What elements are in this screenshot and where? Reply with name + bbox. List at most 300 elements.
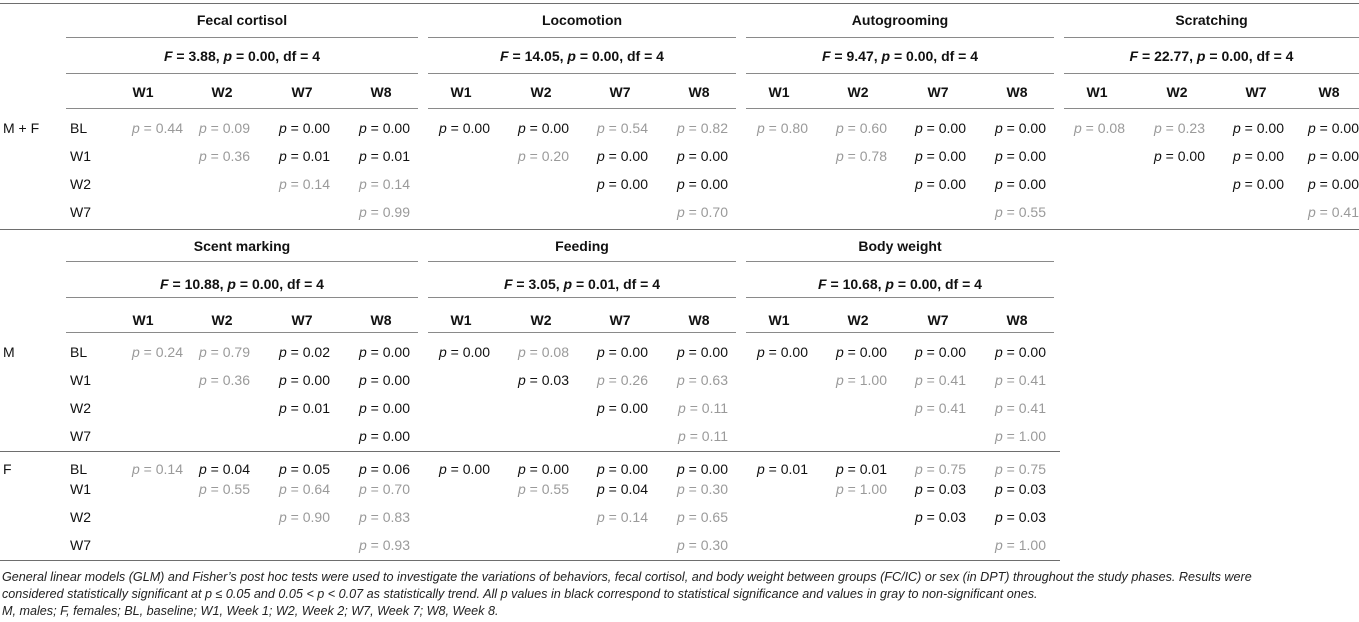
- p-value-significant: p = 0.00: [914, 344, 966, 360]
- p-value-number: 0.00: [462, 344, 490, 360]
- p-value-nonsignificant: p = 0.11: [678, 400, 728, 416]
- column-header-rule: [428, 332, 736, 333]
- group-label-m: M: [3, 344, 15, 360]
- p-value-number: 0.01: [302, 400, 330, 416]
- p-value-number: 0.23: [1177, 120, 1205, 136]
- p-value-nonsignificant: p = 0.41: [994, 400, 1046, 416]
- column-header-rule: [746, 332, 1054, 333]
- footnote-line-3: M, males; F, females; BL, baseline; W1, Week 1; W2, Week 2; W7, Week 7; W8, Week 8.: [2, 604, 499, 618]
- column-header: W8: [370, 312, 392, 328]
- p-value-number: 0.55: [1018, 204, 1046, 220]
- p-value-nonsignificant: p = 0.41: [914, 400, 966, 416]
- f-value: 9.47: [846, 48, 874, 64]
- p-value-nonsignificant: p = 0.23: [1153, 120, 1205, 136]
- df-value: 4: [312, 48, 321, 64]
- p-value-number: 0.54: [620, 120, 648, 136]
- block-title: Body weight: [858, 238, 942, 254]
- p-value-number: 0.00: [382, 400, 410, 416]
- p-value-significant: p = 0.01: [835, 461, 887, 477]
- p-value-number: 1.00: [859, 372, 887, 388]
- p-value-number: 0.41: [1331, 204, 1359, 220]
- p-value-number: 0.02: [302, 344, 330, 360]
- p-value-number: 0.65: [700, 509, 728, 525]
- p-value-number: 0.14: [302, 176, 330, 192]
- p-value-number: 0.03: [1018, 481, 1046, 497]
- p-value-significant: p = 0.00: [517, 120, 569, 136]
- p-value-number: 0.00: [620, 176, 648, 192]
- p-value-significant: p = 0.00: [676, 344, 728, 360]
- p-value-nonsignificant: p = 1.00: [994, 428, 1046, 444]
- p-value-number: 0.14: [155, 461, 183, 477]
- p-value-number: 0.04: [222, 461, 250, 477]
- p-value-nonsignificant: p = 0.20: [517, 148, 569, 164]
- block-title: Fecal cortisol: [196, 12, 288, 28]
- p-value-significant: p = 0.00: [278, 372, 330, 388]
- p-value-significant: p = 0.00: [596, 461, 648, 477]
- p-value-number: 0.06: [382, 461, 410, 477]
- p-value-nonsignificant: p = 0.99: [358, 204, 410, 220]
- p-value-number: 0.03: [938, 509, 966, 525]
- p-value-significant: p = 0.00: [358, 428, 410, 444]
- p-value-nonsignificant: p = 0.26: [596, 372, 648, 388]
- p-value-number: 0.09: [222, 120, 250, 136]
- df-value: 4: [974, 276, 982, 292]
- p-value-number: 0.04: [620, 481, 648, 497]
- p-value-significant: p = 0.00: [1232, 176, 1284, 192]
- row-label: W1: [70, 481, 91, 497]
- column-header: W7: [927, 84, 949, 100]
- column-header: W2: [530, 84, 552, 100]
- p-value-number: 0.75: [1018, 461, 1046, 477]
- df-value: 4: [970, 48, 979, 64]
- p-value-significant: p = 0.00: [358, 372, 410, 388]
- section1-bottom-rule: [0, 229, 1359, 230]
- block-statistics: F = 3.88, p = 0.00, df = 4: [163, 48, 321, 64]
- p-value-number: 0.00: [938, 148, 966, 164]
- row-label: W1: [70, 372, 91, 388]
- p-value-significant: p = 0.03: [914, 481, 966, 497]
- p-value-number: 0.05: [302, 461, 330, 477]
- p-value-significant: p = 0.03: [994, 509, 1046, 525]
- p-value-number: 0.41: [938, 372, 966, 388]
- p-value-significant: p = 0.01: [278, 400, 330, 416]
- p-value-significant: p = 0.00: [596, 148, 648, 164]
- p-value-nonsignificant: p = 0.54: [596, 120, 648, 136]
- p-value-number: 0.00: [382, 344, 410, 360]
- p-value-significant: p = 0.01: [756, 461, 808, 477]
- column-header: W1: [450, 312, 472, 328]
- p-value-significant: p = 0.00: [358, 400, 410, 416]
- p-value-significant: p = 0.04: [596, 481, 648, 497]
- row-label: W2: [70, 509, 91, 525]
- p-value: 0.01: [588, 276, 616, 292]
- p-value-number: 0.00: [700, 461, 728, 477]
- p-value-nonsignificant: p = 0.79: [198, 344, 250, 360]
- p-value-number: 0.01: [780, 461, 808, 477]
- p-value-nonsignificant: p = 0.82: [676, 120, 728, 136]
- p-value-number: 0.00: [859, 344, 887, 360]
- p-value-number: 0.00: [1177, 148, 1205, 164]
- p-value-significant: p = 0.00: [835, 344, 887, 360]
- p-value-nonsignificant: p = 0.11: [678, 428, 728, 444]
- p-value-number: 0.00: [302, 372, 330, 388]
- p-value-nonsignificant: p = 0.55: [198, 481, 250, 497]
- p-value-significant: p = 0.00: [438, 344, 490, 360]
- p-value: 0.00: [1221, 48, 1249, 64]
- p-value-nonsignificant: p = 0.36: [198, 148, 250, 164]
- p-value-significant: p = 0.00: [438, 120, 490, 136]
- p-value-number: 0.00: [1256, 120, 1284, 136]
- p-value-number: 0.00: [1331, 120, 1359, 136]
- p-value-nonsignificant: p = 0.90: [278, 509, 330, 525]
- p-value-number: 0.00: [382, 120, 410, 136]
- p-value-significant: p = 0.00: [358, 344, 410, 360]
- p-value-nonsignificant: p = 0.08: [517, 344, 569, 360]
- p-value-significant: p = 0.03: [517, 372, 569, 388]
- p-value-significant: p = 0.02: [278, 344, 330, 360]
- p-value-number: 0.70: [700, 204, 728, 220]
- f-value: 14.05: [524, 48, 560, 64]
- p-value-nonsignificant: p = 0.14: [278, 176, 330, 192]
- p-value-nonsignificant: p = 1.00: [994, 537, 1046, 553]
- p-value-number: 0.03: [541, 372, 569, 388]
- column-header: W8: [1318, 84, 1340, 100]
- column-header: W8: [1006, 84, 1028, 100]
- p-value-significant: p = 0.05: [278, 461, 330, 477]
- column-header: W7: [609, 312, 631, 328]
- p-value-significant: p = 0.06: [358, 461, 410, 477]
- p-value-nonsignificant: p = 0.14: [596, 509, 648, 525]
- p-value-number: 0.20: [541, 148, 569, 164]
- block-stat-rule: [428, 73, 736, 74]
- column-header: W2: [530, 312, 552, 328]
- p-value-significant: p = 0.00: [914, 120, 966, 136]
- p-value-nonsignificant: p = 0.63: [676, 372, 728, 388]
- p-value-number: 0.00: [541, 120, 569, 136]
- p-value-significant: p = 0.00: [994, 344, 1046, 360]
- p-value-nonsignificant: p = 0.14: [358, 176, 410, 192]
- row-label: W1: [70, 148, 91, 164]
- p-value-significant: p = 0.03: [914, 509, 966, 525]
- block-title: Feeding: [555, 238, 609, 254]
- f-value: 22.77: [1154, 48, 1190, 64]
- p-value-nonsignificant: p = 0.08: [1073, 120, 1125, 136]
- p-value-number: 0.14: [382, 176, 410, 192]
- p-value-number: 0.55: [222, 481, 250, 497]
- p-value-nonsignificant: p = 0.80: [756, 120, 808, 136]
- group-label-mf: M + F: [3, 120, 40, 136]
- p-value-nonsignificant: p = 0.24: [131, 344, 183, 360]
- p-value-number: 0.82: [700, 120, 728, 136]
- column-header: W2: [1166, 84, 1188, 100]
- p-value-significant: p = 0.00: [676, 148, 728, 164]
- p-value-number: 1.00: [1018, 428, 1046, 444]
- p-value-number: 0.99: [382, 204, 410, 220]
- p-value-number: 0.00: [1256, 148, 1284, 164]
- f-value: 3.88: [188, 48, 216, 64]
- p-value-significant: p = 0.00: [278, 120, 330, 136]
- table-bottom-rule: [0, 560, 1060, 561]
- p-value-number: 0.00: [620, 461, 648, 477]
- p-value-number: 0.00: [620, 148, 648, 164]
- column-header: W7: [1245, 84, 1267, 100]
- block-title-rule: [66, 37, 418, 38]
- p-value-significant: p = 0.00: [994, 148, 1046, 164]
- p-value-significant: p = 0.00: [358, 120, 410, 136]
- p-value-number: 0.78: [859, 148, 887, 164]
- p-value-nonsignificant: p = 0.36: [198, 372, 250, 388]
- block-stat-rule: [746, 297, 1054, 298]
- column-header: W7: [609, 84, 631, 100]
- block-title-rule: [746, 37, 1054, 38]
- p-value-number: 0.01: [302, 148, 330, 164]
- p-value-significant: p = 0.00: [756, 344, 808, 360]
- row-label: W2: [70, 176, 91, 192]
- block-statistics: F = 10.88, p = 0.00, df = 4: [160, 276, 324, 292]
- p-value-nonsignificant: p = 0.41: [1307, 204, 1359, 220]
- df-value: 4: [656, 48, 664, 64]
- p-value-significant: p = 0.00: [994, 176, 1046, 192]
- p-value-significant: p = 0.00: [1307, 120, 1359, 136]
- block-title-rule: [66, 261, 418, 262]
- p-value-number: 0.00: [938, 344, 966, 360]
- p-value-significant: p = 0.00: [438, 461, 490, 477]
- top-rule: [0, 3, 1359, 4]
- p-value: 0.00: [906, 48, 934, 64]
- p-value-number: 0.64: [302, 481, 330, 497]
- block-statistics: F = 9.47, p = 0.00, df = 4: [821, 48, 979, 64]
- column-header-rule: [66, 108, 418, 109]
- p-value-nonsignificant: p = 0.41: [914, 372, 966, 388]
- p-value-nonsignificant: p = 0.09: [198, 120, 250, 136]
- column-header: W2: [847, 84, 869, 100]
- column-header: W1: [768, 312, 790, 328]
- p-value-number: 0.83: [382, 509, 410, 525]
- section2-m-bottom-rule: [0, 451, 1060, 452]
- p-value-number: 0.26: [620, 372, 648, 388]
- p-value-significant: p = 0.01: [358, 148, 410, 164]
- column-header: W1: [768, 84, 790, 100]
- p-value-number: 0.00: [1018, 344, 1046, 360]
- column-header: W8: [1006, 312, 1028, 328]
- block-stat-rule: [66, 73, 418, 74]
- p-value-number: 0.41: [1018, 400, 1046, 416]
- row-label: BL: [70, 461, 88, 477]
- p-value-significant: p = 0.03: [994, 481, 1046, 497]
- p-value-significant: p = 0.00: [676, 461, 728, 477]
- p-value-significant: p = 0.00: [596, 400, 648, 416]
- p-value-significant: p = 0.01: [278, 148, 330, 164]
- column-header: W1: [1086, 84, 1108, 100]
- p-value-significant: p = 0.00: [596, 176, 648, 192]
- p-value-nonsignificant: p = 0.41: [994, 372, 1046, 388]
- p-value-nonsignificant: p = 0.60: [835, 120, 887, 136]
- column-header: W8: [370, 84, 392, 100]
- p-value-number: 0.60: [859, 120, 887, 136]
- column-header: W7: [927, 312, 949, 328]
- p-value-number: 0.00: [1018, 176, 1046, 192]
- p-value-number: 0.70: [382, 481, 410, 497]
- p-value-number: 0.93: [382, 537, 410, 553]
- p-value-number: 0.30: [700, 537, 728, 553]
- p-value: 0.00: [248, 48, 276, 64]
- p-value-nonsignificant: p = 0.70: [358, 481, 410, 497]
- column-header: W1: [450, 84, 472, 100]
- row-label: BL: [70, 344, 88, 360]
- footnote-line-1: General linear models (GLM) and Fisher’s post hoc tests were used to investigate the variations of behaviors, fecal cortisol, and body weight between groups (FC/IC) or sex (in DPT) throughout the study phases. Results were: [2, 570, 1252, 584]
- block-title: Scratching: [1175, 12, 1248, 28]
- column-header-rule: [746, 108, 1054, 109]
- p-value-number: 0.55: [541, 481, 569, 497]
- p-value-nonsignificant: p = 0.14: [131, 461, 183, 477]
- df-value: 4: [652, 276, 661, 292]
- block-statistics: F = 10.68, p = 0.00, df = 4: [818, 276, 982, 292]
- block-title-rule: [1064, 37, 1359, 38]
- column-header: W1: [132, 84, 154, 100]
- p-value-significant: p = 0.04: [198, 461, 250, 477]
- p-value-nonsignificant: p = 0.30: [676, 481, 728, 497]
- f-value: 3.05: [528, 276, 556, 292]
- block-stat-rule: [746, 73, 1054, 74]
- p-value-number: 0.00: [462, 461, 490, 477]
- p-value-number: 0.03: [1018, 509, 1046, 525]
- p-value-nonsignificant: p = 0.44: [131, 120, 183, 136]
- row-label: W2: [70, 400, 91, 416]
- p-value-number: 0.41: [1018, 372, 1046, 388]
- block-title: Locomotion: [541, 12, 623, 28]
- column-header: W8: [688, 84, 710, 100]
- p-value-significant: p = 0.00: [676, 176, 728, 192]
- p-value-number: 0.00: [700, 176, 728, 192]
- p-value-number: 0.03: [938, 481, 966, 497]
- p-value-nonsignificant: p = 0.75: [994, 461, 1046, 477]
- p-value-nonsignificant: p = 1.00: [835, 372, 887, 388]
- p-value-number: 0.01: [382, 148, 410, 164]
- p-value-nonsignificant: p = 0.78: [835, 148, 887, 164]
- p-value-number: 0.14: [620, 509, 648, 525]
- column-header: W7: [291, 84, 313, 100]
- p-value-number: 0.00: [1331, 148, 1359, 164]
- p-value: 0.00: [251, 276, 280, 292]
- row-label: W7: [70, 204, 91, 220]
- group-label-f: F: [3, 461, 12, 477]
- column-header: W1: [132, 312, 154, 328]
- p-value-number: 0.00: [302, 120, 330, 136]
- column-header-rule: [1064, 108, 1359, 109]
- p-value-number: 1.00: [859, 481, 887, 497]
- p-value-nonsignificant: p = 0.55: [517, 481, 569, 497]
- p-value-number: 1.00: [1018, 537, 1046, 553]
- p-value-number: 0.63: [700, 372, 728, 388]
- p-value-number: 0.36: [222, 372, 250, 388]
- p-value-significant: p = 0.00: [1307, 176, 1359, 192]
- p-value-significant: p = 0.00: [914, 176, 966, 192]
- p-value-number: 0.41: [938, 400, 966, 416]
- p-value-significant: p = 0.00: [1232, 120, 1284, 136]
- block-statistics: F = 14.05, p = 0.00, df = 4: [500, 48, 664, 64]
- p-value-number: 0.00: [1018, 148, 1046, 164]
- block-title: Scent marking: [193, 238, 291, 254]
- block-title-rule: [746, 261, 1054, 262]
- p-value-number: 0.79: [222, 344, 250, 360]
- column-header-rule: [66, 332, 418, 333]
- column-header: W7: [291, 312, 313, 328]
- block-statistics: F = 3.05, p = 0.01, df = 4: [503, 276, 661, 292]
- p-value-nonsignificant: p = 0.30: [676, 537, 728, 553]
- p-value-number: 0.00: [541, 461, 569, 477]
- p-value-nonsignificant: p = 0.75: [914, 461, 966, 477]
- p-value-number: 0.00: [1256, 176, 1284, 192]
- block-title-rule: [428, 37, 736, 38]
- p-value-number: 0.80: [780, 120, 808, 136]
- row-label: W7: [70, 428, 91, 444]
- p-value-number: 0.00: [938, 120, 966, 136]
- block-title-rule: [428, 261, 736, 262]
- p-value-significant: p = 0.00: [517, 461, 569, 477]
- p-value-number: 0.00: [780, 344, 808, 360]
- p-value-number: 0.00: [620, 400, 648, 416]
- block-statistics: F = 22.77, p = 0.00, df = 4: [1129, 48, 1294, 64]
- column-header: W2: [211, 84, 233, 100]
- block-stat-rule: [66, 297, 418, 298]
- p-value-nonsignificant: p = 0.65: [676, 509, 728, 525]
- p-value-nonsignificant: p = 0.93: [358, 537, 410, 553]
- p-value-nonsignificant: p = 0.83: [358, 509, 410, 525]
- p-value-significant: p = 0.00: [596, 344, 648, 360]
- df-value: 4: [316, 276, 324, 292]
- p-value-number: 0.00: [1018, 120, 1046, 136]
- p-value-number: 0.11: [701, 400, 728, 416]
- p-value-number: 0.44: [155, 120, 183, 136]
- p-value-nonsignificant: p = 0.55: [994, 204, 1046, 220]
- p-value-number: 0.75: [938, 461, 966, 477]
- p-value-number: 0.08: [541, 344, 569, 360]
- p-value-number: 0.08: [1097, 120, 1125, 136]
- p-value-significant: p = 0.00: [914, 148, 966, 164]
- p-value-number: 0.00: [382, 372, 410, 388]
- row-label: W7: [70, 537, 91, 553]
- p-value-number: 0.00: [700, 148, 728, 164]
- p-value-nonsignificant: p = 0.64: [278, 481, 330, 497]
- df-value: 4: [1285, 48, 1294, 64]
- p-value-number: 0.01: [859, 461, 887, 477]
- p-value-number: 0.36: [222, 148, 250, 164]
- p-value-number: 0.00: [462, 120, 490, 136]
- f-value: 10.68: [842, 276, 878, 292]
- block-stat-rule: [428, 297, 736, 298]
- p-value-number: 0.00: [382, 428, 410, 444]
- column-header: W2: [847, 312, 869, 328]
- f-value: 10.88: [184, 276, 220, 292]
- p-value-nonsignificant: p = 1.00: [835, 481, 887, 497]
- block-stat-rule: [1064, 73, 1359, 74]
- p-value: 0.00: [909, 276, 938, 292]
- p-value-number: 0.00: [1331, 176, 1359, 192]
- p-value-number: 0.90: [302, 509, 330, 525]
- p-value-number: 0.00: [938, 176, 966, 192]
- column-header: W8: [688, 312, 710, 328]
- footnote-line-2: considered statistically significant at p ≤ 0.05 and 0.05 < p < 0.07 as statistically trend. All p values in black correspond to statistical significance and values in gray to non-significant ones.: [2, 587, 1038, 601]
- column-header-rule: [428, 108, 736, 109]
- p-value-significant: p = 0.00: [1307, 148, 1359, 164]
- p-value-number: 0.00: [620, 344, 648, 360]
- column-header: W2: [211, 312, 233, 328]
- row-label: BL: [70, 120, 88, 136]
- p-value-number: 0.24: [155, 344, 183, 360]
- p-value-number: 0.30: [700, 481, 728, 497]
- p-value-significant: p = 0.00: [1153, 148, 1205, 164]
- p-value-number: 0.11: [701, 428, 728, 444]
